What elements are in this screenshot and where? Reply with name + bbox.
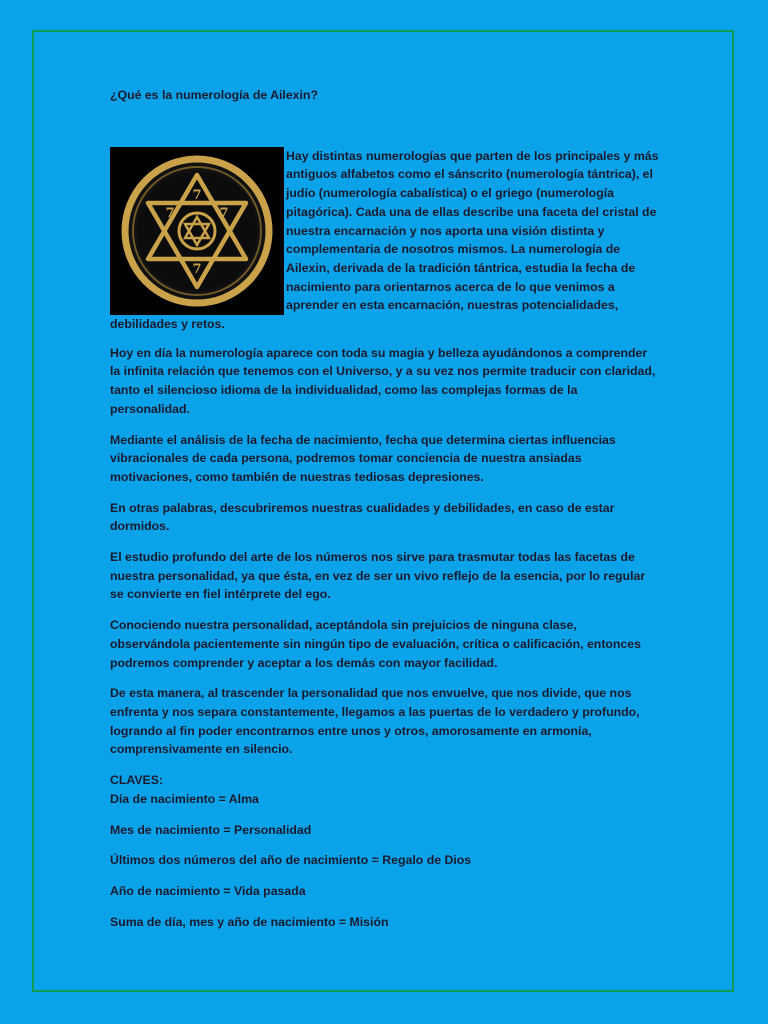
paragraph: Mediante el análisis de la fecha de nacimiento, fecha que determina ciertas influencias vibracionales de cada persona, podremos tomar conciencia de nuestra ansiadas motivaciones, como también de nuestras tediosas depresiones. xyxy=(110,432,616,484)
key-item: Suma de día, mes y año de nacimiento = Misión xyxy=(110,914,389,929)
intro-section xyxy=(110,147,660,334)
document-body xyxy=(110,86,660,943)
emblem-numeral: 7 xyxy=(165,205,175,221)
intro-paragraph: Hay distintas numerologías que parten de los principales y más antiguos alfabetos como el sánscrito (numerología tántrica), el judío (numerología cabalística) o el griego (numerología pitagórica). Cada una de ellas describe una faceta del cristal de nuestra encarnación y nos aporta una visión distinta y complementaria de nosotros mismos. La numerología de Ailexin, derivada de la tradición tántrica, estudia la fecha de nacimiento para orientarnos acerca de lo que venimos a aprender en esta encarnación, nuestras potencialidades, debilidades y retos. xyxy=(110,148,659,332)
emblem-numeral: 7 xyxy=(192,261,202,277)
key-item: Año de nacimiento = Vida pasada xyxy=(110,883,306,898)
emblem-numeral: 7 xyxy=(192,187,202,203)
key-item: Mes de nacimiento = Personalidad xyxy=(110,822,312,837)
keys-heading: CLAVES: xyxy=(110,773,164,788)
paragraph: Hoy en día la numerología aparece con toda su magia y belleza ayudándonos a comprender la infinita relación que tenemos con el Universo, y a su vez nos permite traducir con claridad, tanto el silencioso idioma de la individualidad, como las complejas formas de la personalidad. xyxy=(110,345,656,416)
key-item: Día de nacimiento = Alma xyxy=(110,791,259,806)
paragraph: El estudio profundo del arte de los números nos sirve para trasmutar todas las facetas de nuestra personalidad, ya que ésta, en vez de ser un vivo reflejo de la esencia, por lo regular se convierte en fiel intérprete del ego. xyxy=(110,550,646,602)
page-title: ¿Qué es la numerología de Ailexin? xyxy=(110,88,318,102)
star-of-david-seal-icon xyxy=(110,147,284,315)
key-item: Últimos dos números del año de nacimiento = Regalo de Dios xyxy=(110,853,472,868)
paragraph: De esta manera, al trascender la personalidad que nos envuelve, que nos divide, que nos enfrenta y nos separa constantemente, llegamos a las puertas de lo verdadero y profundo, logrando al fin poder encontrarnos entre unos y otros, amorosamente en armonía, comprensivamente en silencio. xyxy=(110,686,640,757)
paragraph: Conociendo nuestra personalidad, aceptándola sin prejuicios de ninguna clase, observándola pacientemente sin ningún tipo de evaluación, crítica o calificación, entonces podremos comprender y aceptar a los demás con mayor facilidad. xyxy=(110,618,641,670)
emblem-numeral: 7 xyxy=(219,205,229,221)
paragraph: En otras palabras, descubriremos nuestras cualidades y debilidades, en caso de estar dormidos. xyxy=(110,500,615,534)
